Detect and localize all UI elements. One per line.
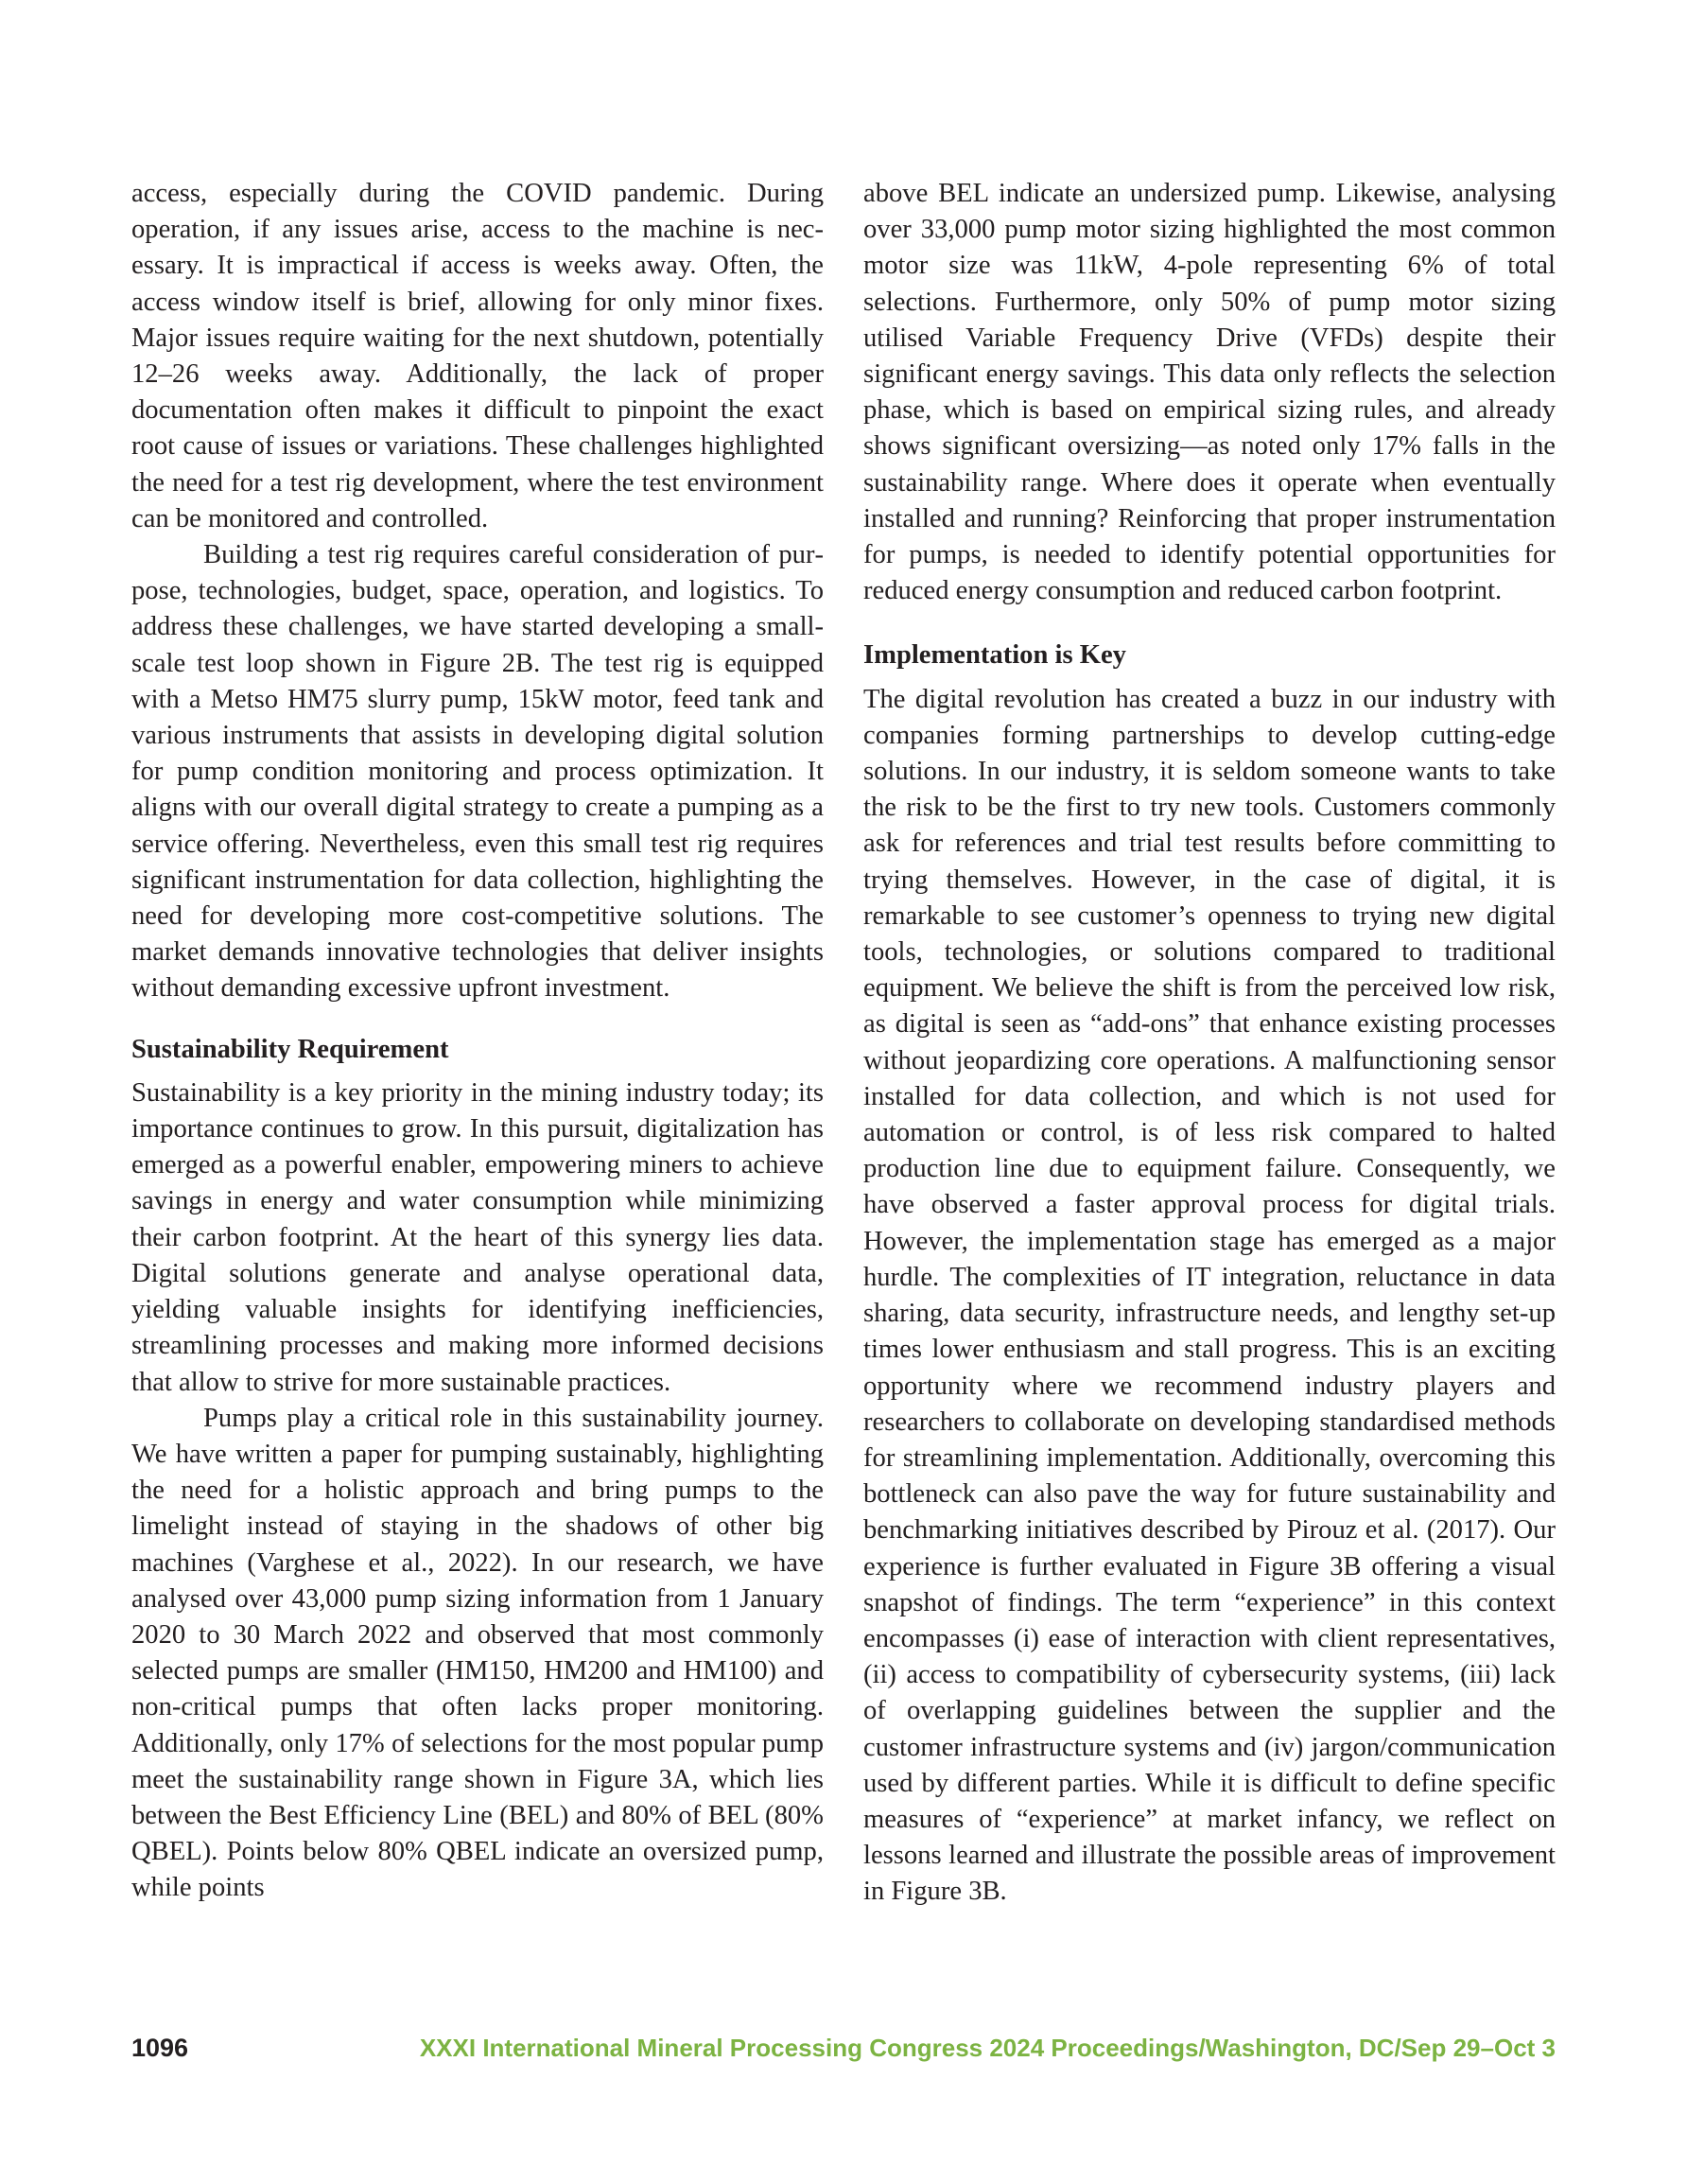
paragraph: Building a test rig requires careful consideration of purpose, technologies, budget, space, operation, and logistics. To address these challenges, we have started developing a small-scale test loop shown in Figure 2B. The test rig is equipped with a Metso HM75 slurry pump, 15kW motor, feed tank and various instruments that assists in developing digital solution for pump condition monitoring and process optimization. It aligns with our overall digital strategy to create a pumping as a service offering. Nevertheless, even this small test rig requires significant instrumentation for data collection, highlighting the need for developing more cost-competitive solutions. The market demands innovative technologies that deliver insights without demanding excessive upfront investment. [131, 540, 824, 1004]
paragraph: Sustainability is a key priority in the mining industry today; its importance continues to grow. In this pursuit, digitalization has emerged as a powerful enabler, empowering miners to achieve savings in energy and water consumption while minimizing their carbon footprint. At the heart of this synergy lies data. Digital solutions generate and analyse operational data, yielding valuable insights for identifying inefficiencies, streamlining processes and making more informed decisions that allow to strive for more sustainable practices. [131, 1077, 824, 1397]
section-heading: Implementation is Key [863, 640, 1126, 671]
paragraph: The digital revolution has created a buzz in our industry with companies forming partnerships to develop cutting-edge solutions. In our industry, it is seldom someone wants to take the risk to be the first to try new tools. Customers commonly ask for references and trial test results before committing to trying themselves. However, in the case of digital, it is remarkable to see customer’s openness to trying new digital tools, technologies, or solutions compared to traditional equipment. We believe the shift is from the perceived low risk, as digital is seen as “add-ons” that enhance existing processes without jeopardizing core operations. A malfunctioning sensor installed for data collection, and which is not used for automation or control, is of less risk compared to halted production line due to equipment failure. Consequently, we have observed a faster approval process for digital trials. However, the implementation stage has emerged as a major hurdle. The complexities of IT integration, reluctance in data sharing, data security, infrastructure needs, and lengthy set-up times lower enthusiasm and stall progress. This is an exciting opportunity where we recommend industry players and researchers to collaborate on developing standardised methods for streamlining implementation. Additionally, overcoming this bottleneck can also pave the way for future sustainability and benchmarking initiatives described by Pirouz et al. (2017). Our experience is further evaluated in Figure 3B offering a visual snapshot of findings. The term “experience” in this context encompasses (i) ease of interaction with client representatives, (ii) access to compatibility of cybersecurity systems, (iii) lack of overlapping guidelines between the supplier and the customer infrastructure systems and (iv) jargon/communication used by different parties. While it is difficult to define specific measures of “experience” at market infancy, we reflect on lessons learned and illustrate the possible areas of improvement in Figure 3B. [863, 684, 1556, 1907]
right-column [863, 176, 1556, 1911]
paragraph: above BEL indicate an undersized pump. Likewise, analysing over 33,000 pump motor sizing highlighted the most common motor size was 11kW, 4-pole representing 6% of total selections. Furthermore, only 50% of pump motor sizing utilised Variable Frequency Drive (VFDs) despite their significant energy savings. This data only reflects the selection phase, which is based on empirical sizing rules, and already shows significant oversizing—as noted only 17% falls in the sustainability range. Where does it operate when eventually installed and running? Reinforcing that proper instrumentation for pumps, is needed to identify potential opportunities for reduced energy consumption and reduced carbon footprint. [863, 179, 1556, 606]
running-footer-title: XXXI International Mineral Processing Congress 2024 Proceedings/Washington, DC/Sep 29–Oct 3 [419, 2034, 1556, 2062]
left-column [131, 176, 824, 1907]
page-number: 1096 [131, 2034, 189, 2062]
paragraph: Pumps play a critical role in this sustainability journey. We have written a paper for pumping sustainably, highlighting the need for a holistic approach and bring pumps to the limelight instead of staying in the shadows of other big machines (Varghese et al., 2022). In our research, we have analysed over 43,000 pump sizing information from 1 January 2020 to 30 March 2022 and observed that most commonly selected pumps are smaller (HM150, HM200 and HM100) and non-critical pumps that often lacks proper monitoring. Additionally, only 17% of selections for the most popular pump meet the sustainability range shown in Figure 3A, which lies between the Best Efficiency Line (BEL) and 80% of BEL (80% QBEL). Points below 80% QBEL indicate an oversized pump, while points [131, 1403, 824, 1903]
paragraph: access, especially during the COVID pandemic. During operation, if any issues arise, access to the machine is necessary. It is impractical if access is weeks away. Often, the access window itself is brief, allowing for only minor fixes. Major issues require waiting for the next shutdown, potentially 12–26 weeks away. Additionally, the lack of proper documentation often makes it difficult to pinpoint the exact root cause of issues or variations. These challenges highlighted the need for a test rig development, where the test environment can be monitored and controlled. [131, 179, 824, 533]
section-heading: Sustainability Requirement [131, 1034, 449, 1064]
